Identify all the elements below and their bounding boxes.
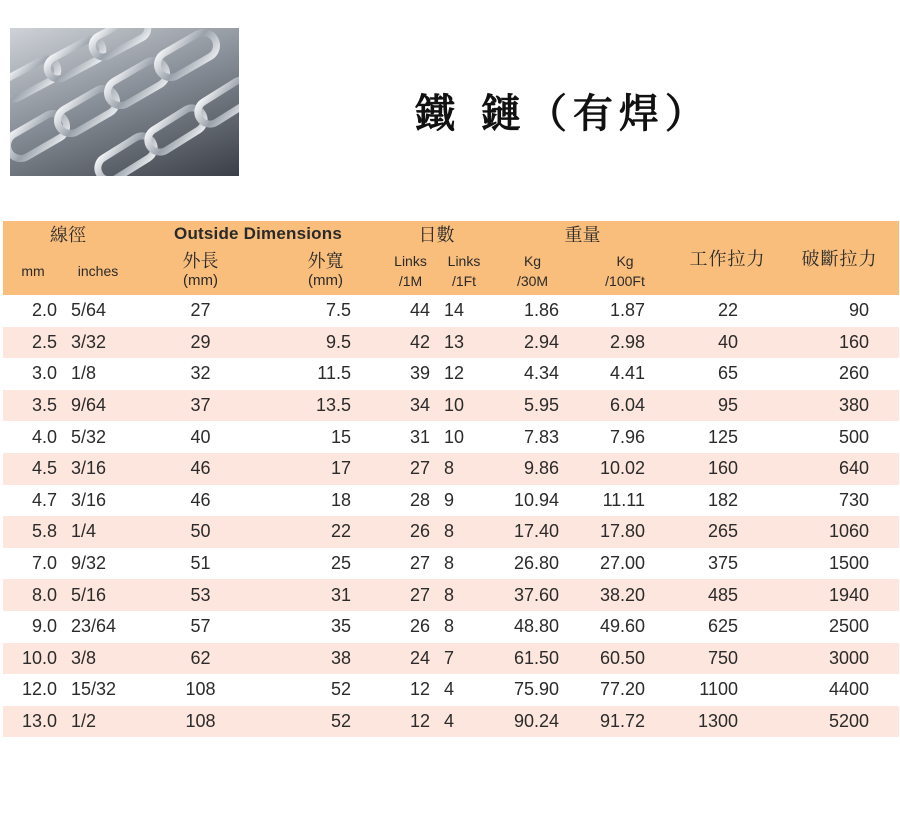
cell-breaking-load: 1060 [780, 516, 899, 548]
cell-kg-100ft: 38.20 [575, 579, 675, 611]
cell-links-1ft: 8 [438, 453, 490, 485]
cell-inches: 5/16 [63, 579, 133, 611]
cell-links-1m: 12 [383, 706, 438, 738]
cell-links-1m: 34 [383, 390, 438, 422]
cell-links-1ft: 13 [438, 327, 490, 359]
cell-kg-30m: 61.50 [490, 643, 575, 675]
cell-links-1m: 42 [383, 327, 438, 359]
cell-links-1m: 24 [383, 643, 438, 675]
header-links-1m [383, 247, 438, 295]
cell-breaking-load: 380 [780, 390, 899, 422]
cell-breaking-load: 5200 [780, 706, 899, 738]
cell-links-1ft: 14 [438, 295, 490, 327]
cell-inches: 1/4 [63, 516, 133, 548]
cell-inches: 1/2 [63, 706, 133, 738]
cell-links-1m: 31 [383, 421, 438, 453]
chain-photo [10, 28, 239, 176]
cell-breaking-load: 2500 [780, 611, 899, 643]
cell-working-load: 375 [675, 548, 780, 580]
cell-links-1ft: 7 [438, 643, 490, 675]
cell-links-1m: 44 [383, 295, 438, 327]
table-row [3, 674, 899, 706]
cell-kg-30m: 5.95 [490, 390, 575, 422]
cell-kg-100ft: 77.20 [575, 674, 675, 706]
links-1ft-bottom: /1Ft [451, 273, 477, 289]
cell-kg-30m: 75.90 [490, 674, 575, 706]
cell-inches: 3/16 [63, 453, 133, 485]
cell-mm: 10.0 [3, 643, 63, 675]
cell-breaking-load: 730 [780, 485, 899, 517]
header-kg-100ft [575, 247, 675, 295]
cell-inches: 3/32 [63, 327, 133, 359]
table-row [3, 390, 899, 422]
table-row [3, 421, 899, 453]
cell-outer-width: 52 [268, 706, 383, 738]
cell-mm: 7.0 [3, 548, 63, 580]
kg-100ft-top: Kg [616, 253, 634, 269]
cell-links-1m: 27 [383, 579, 438, 611]
cell-outer-width: 35 [268, 611, 383, 643]
cell-inches: 3/8 [63, 643, 133, 675]
table-row [3, 453, 899, 485]
header-mm: mm [3, 247, 63, 295]
chain-links-image [10, 28, 239, 176]
cell-working-load: 485 [675, 579, 780, 611]
cell-kg-100ft: 10.02 [575, 453, 675, 485]
cell-kg-100ft: 49.60 [575, 611, 675, 643]
cell-outer-width: 7.5 [268, 295, 383, 327]
cell-inches: 23/64 [63, 611, 133, 643]
table-row [3, 611, 899, 643]
cell-links-1ft: 8 [438, 548, 490, 580]
table-row [3, 706, 899, 738]
header-weight: 重量 [490, 221, 675, 247]
header-wire-diameter: 線徑 [3, 221, 133, 247]
cell-outer-length: 108 [133, 674, 268, 706]
cell-mm: 4.5 [3, 453, 63, 485]
cell-outer-length: 37 [133, 390, 268, 422]
spec-table-body [3, 295, 899, 737]
header-inches: inches [63, 247, 133, 295]
table-row [3, 516, 899, 548]
cell-outer-length: 27 [133, 295, 268, 327]
cell-kg-100ft: 91.72 [575, 706, 675, 738]
cell-mm: 2.5 [3, 327, 63, 359]
cell-mm: 4.0 [3, 421, 63, 453]
header-links-1ft [438, 247, 490, 295]
cell-outer-length: 50 [133, 516, 268, 548]
header-kg-30m [490, 247, 575, 295]
cell-inches: 9/64 [63, 390, 133, 422]
cell-breaking-load: 500 [780, 421, 899, 453]
cell-links-1ft: 10 [438, 421, 490, 453]
cell-working-load: 40 [675, 327, 780, 359]
cell-outer-width: 13.5 [268, 390, 383, 422]
cell-inches: 1/8 [63, 358, 133, 390]
cell-kg-30m: 37.60 [490, 579, 575, 611]
cell-links-1m: 28 [383, 485, 438, 517]
table-row [3, 358, 899, 390]
cell-kg-30m: 10.94 [490, 485, 575, 517]
header-outside-dimensions: Outside Dimensions [133, 221, 383, 247]
cell-links-1ft: 4 [438, 674, 490, 706]
cell-kg-100ft: 1.87 [575, 295, 675, 327]
cell-links-1ft: 9 [438, 485, 490, 517]
cell-links-1ft: 12 [438, 358, 490, 390]
cell-working-load: 125 [675, 421, 780, 453]
table-row [3, 548, 899, 580]
cell-links-1m: 26 [383, 516, 438, 548]
cell-working-load: 22 [675, 295, 780, 327]
cell-working-load: 65 [675, 358, 780, 390]
cell-links-1ft: 8 [438, 611, 490, 643]
cell-breaking-load: 1500 [780, 548, 899, 580]
cell-breaking-load: 4400 [780, 674, 899, 706]
cell-breaking-load: 1940 [780, 579, 899, 611]
cell-working-load: 1100 [675, 674, 780, 706]
cell-outer-length: 108 [133, 706, 268, 738]
header-count: 日數 [383, 221, 490, 247]
cell-outer-length: 57 [133, 611, 268, 643]
cell-working-load: 625 [675, 611, 780, 643]
cell-kg-100ft: 2.98 [575, 327, 675, 359]
cell-kg-30m: 90.24 [490, 706, 575, 738]
cell-outer-width: 9.5 [268, 327, 383, 359]
table-row [3, 327, 899, 359]
cell-mm: 9.0 [3, 611, 63, 643]
cell-links-1m: 39 [383, 358, 438, 390]
cell-inches: 9/32 [63, 548, 133, 580]
cell-breaking-load: 640 [780, 453, 899, 485]
cell-kg-100ft: 6.04 [575, 390, 675, 422]
cell-working-load: 1300 [675, 706, 780, 738]
table-row [3, 643, 899, 675]
cell-links-1ft: 8 [438, 579, 490, 611]
cell-outer-length: 62 [133, 643, 268, 675]
cell-mm: 2.0 [3, 295, 63, 327]
cell-working-load: 750 [675, 643, 780, 675]
cell-working-load: 160 [675, 453, 780, 485]
page-title: 鐵 鏈（有焊） [415, 90, 711, 137]
links-1ft-top: Links [447, 253, 481, 269]
cell-outer-length: 46 [133, 453, 268, 485]
cell-mm: 5.8 [3, 516, 63, 548]
cell-kg-30m: 1.86 [490, 295, 575, 327]
cell-working-load: 265 [675, 516, 780, 548]
cell-kg-100ft: 17.80 [575, 516, 675, 548]
cell-outer-length: 32 [133, 358, 268, 390]
cell-links-1ft: 8 [438, 516, 490, 548]
header-outer-width [268, 247, 383, 295]
table-row [3, 485, 899, 517]
cell-inches: 5/32 [63, 421, 133, 453]
cell-outer-width: 22 [268, 516, 383, 548]
outer-width-unit: (mm) [308, 272, 343, 289]
cell-kg-100ft: 11.11 [575, 485, 675, 517]
chain-spec-table [3, 221, 899, 737]
cell-outer-width: 18 [268, 485, 383, 517]
table-row [3, 295, 899, 327]
cell-mm: 3.0 [3, 358, 63, 390]
kg-100ft-bottom: /100Ft [605, 273, 645, 289]
header-working-load: 工作拉力 [675, 221, 780, 295]
cell-breaking-load: 90 [780, 295, 899, 327]
cell-outer-length: 51 [133, 548, 268, 580]
cell-kg-100ft: 60.50 [575, 643, 675, 675]
cell-mm: 4.7 [3, 485, 63, 517]
header-outer-length [133, 247, 268, 295]
cell-outer-length: 46 [133, 485, 268, 517]
cell-kg-100ft: 7.96 [575, 421, 675, 453]
cell-inches: 5/64 [63, 295, 133, 327]
cell-outer-width: 38 [268, 643, 383, 675]
cell-outer-width: 11.5 [268, 358, 383, 390]
cell-links-1ft: 10 [438, 390, 490, 422]
cell-breaking-load: 3000 [780, 643, 899, 675]
cell-links-1m: 12 [383, 674, 438, 706]
cell-kg-30m: 2.94 [490, 327, 575, 359]
cell-mm: 3.5 [3, 390, 63, 422]
cell-outer-width: 25 [268, 548, 383, 580]
cell-kg-30m: 7.83 [490, 421, 575, 453]
cell-inches: 3/16 [63, 485, 133, 517]
cell-outer-width: 31 [268, 579, 383, 611]
kg-30m-top: Kg [523, 253, 542, 269]
cell-kg-30m: 48.80 [490, 611, 575, 643]
cell-links-1m: 27 [383, 453, 438, 485]
cell-outer-length: 53 [133, 579, 268, 611]
outer-length-unit: (mm) [183, 272, 218, 289]
cell-mm: 8.0 [3, 579, 63, 611]
kg-30m-bottom: /30M [516, 273, 549, 289]
cell-outer-width: 52 [268, 674, 383, 706]
cell-kg-30m: 17.40 [490, 516, 575, 548]
cell-kg-100ft: 4.41 [575, 358, 675, 390]
outer-length-label: 外長 [182, 251, 219, 271]
outer-width-label: 外寬 [307, 251, 344, 271]
cell-inches: 15/32 [63, 674, 133, 706]
cell-working-load: 182 [675, 485, 780, 517]
cell-kg-30m: 9.86 [490, 453, 575, 485]
cell-kg-100ft: 27.00 [575, 548, 675, 580]
cell-kg-30m: 26.80 [490, 548, 575, 580]
links-1m-bottom: /1M [398, 273, 423, 289]
cell-working-load: 95 [675, 390, 780, 422]
cell-links-1m: 27 [383, 548, 438, 580]
links-1m-top: Links [394, 253, 427, 269]
cell-outer-width: 15 [268, 421, 383, 453]
cell-outer-length: 40 [133, 421, 268, 453]
cell-breaking-load: 160 [780, 327, 899, 359]
header-breaking-load: 破斷拉力 [780, 221, 899, 295]
cell-mm: 13.0 [3, 706, 63, 738]
cell-mm: 12.0 [3, 674, 63, 706]
cell-outer-length: 29 [133, 327, 268, 359]
table-row [3, 579, 899, 611]
cell-outer-width: 17 [268, 453, 383, 485]
cell-kg-30m: 4.34 [490, 358, 575, 390]
cell-breaking-load: 260 [780, 358, 899, 390]
cell-links-1m: 26 [383, 611, 438, 643]
cell-links-1ft: 4 [438, 706, 490, 738]
